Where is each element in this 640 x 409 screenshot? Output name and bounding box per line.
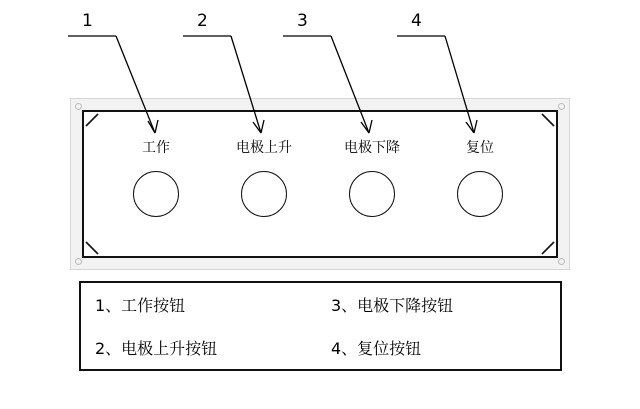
- legend-item-4: 4、复位按钮: [331, 339, 422, 358]
- callout-number-2: 2: [197, 11, 208, 31]
- callout-number-4: 4: [411, 11, 422, 31]
- panel-button-2[interactable]: [241, 171, 287, 217]
- screw-icon: [75, 103, 82, 110]
- panel-button-group-4[interactable]: [430, 141, 530, 217]
- panel-button-label-4: 复位: [466, 140, 494, 156]
- legend-box: [79, 281, 562, 371]
- panel-button-group-2[interactable]: [214, 141, 314, 217]
- screw-icon: [558, 103, 565, 110]
- panel-button-1[interactable]: [133, 171, 179, 217]
- panel-button-group-1[interactable]: [106, 141, 206, 217]
- legend-item-2: 2、电极上升按钮: [95, 339, 218, 358]
- panel-button-label-2: 电极上升: [236, 140, 292, 156]
- panel-button-label-3: 电极下降: [344, 140, 400, 156]
- panel-button-4[interactable]: [457, 171, 503, 217]
- legend-row: [81, 283, 560, 328]
- screw-icon: [75, 258, 82, 265]
- callout-number-3: 3: [297, 11, 308, 31]
- legend-item-1: 1、工作按钮: [95, 296, 186, 315]
- panel-button-group-3[interactable]: [322, 141, 422, 217]
- callout-number-1: 1: [82, 11, 93, 31]
- screw-icon: [558, 258, 565, 265]
- legend-item-3: 3、电极下降按钮: [331, 296, 454, 315]
- legend-row: [81, 326, 560, 371]
- panel-button-label-1: 工作: [142, 140, 170, 156]
- panel-button-3[interactable]: [349, 171, 395, 217]
